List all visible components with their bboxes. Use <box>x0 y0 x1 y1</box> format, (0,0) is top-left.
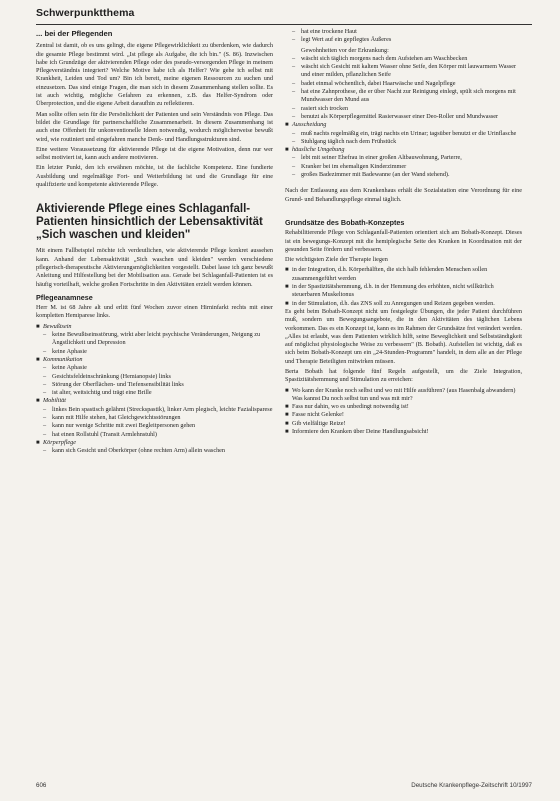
category-detail <box>285 171 522 179</box>
article-intro-paragraph: Mit einem Fallbeispiel möchte ich verdeutlichen, wie aktivierende Pflege konkret aussehen kann. Anhand der Lebensaktivität „Sich waschen und kleiden" werden verschiedene pflegerisch-therapeutische Aktivierungsmöglichkeiten vorgestellt. Dabei lasse ich ganz bewußt Anleitung und Hilfestellung bei der Mobilisation aus. Gerade bei Schlaganfall-Patienten ist es häufig vorteilhaft, welche großen Fortschritte in den Aktivitäten erzielt werden können. <box>36 247 273 288</box>
bullet-icon: ■ <box>285 122 289 129</box>
intro-paragraphs <box>36 42 273 189</box>
habit-item-text: wäscht sich Gesicht mit kaltem Wasser ohne Seife, den Körper mit lauwarmem Wasser und einer milden, pflanzlichen Seife <box>301 63 517 79</box>
left-column <box>36 28 273 455</box>
bobath-paragraphs <box>285 229 522 264</box>
bullet-icon: ■ <box>285 300 289 307</box>
right-category-list <box>285 121 522 179</box>
skin-care-list <box>285 28 522 45</box>
bullet-icon: ■ <box>36 439 40 446</box>
category-label: Bewußtsein <box>43 322 72 330</box>
category-item <box>36 439 273 447</box>
skin-care-item-text: hat eine trockene Haut <box>301 28 357 35</box>
category-detail <box>36 431 273 439</box>
anamnese-category-list <box>36 323 273 456</box>
category-detail <box>36 389 273 397</box>
dash-icon: – <box>292 154 296 162</box>
category-detail-text: Störung der Oberflächen- und Tiefensensibilität links <box>52 380 184 388</box>
category-detail-text: Gesichtsfeldeinschränkung (Hemianopsie) links <box>52 372 171 380</box>
category-item <box>285 121 522 129</box>
category-detail-text: kann nur wenige Schritte mit zwei Begleitpersonen gehen <box>52 422 196 430</box>
category-detail <box>36 331 273 348</box>
dash-icon: – <box>43 413 47 421</box>
category-detail <box>36 422 273 430</box>
bullet-icon: ■ <box>36 356 40 363</box>
category-detail <box>285 138 522 146</box>
dash-icon: – <box>43 364 47 372</box>
intro-paragraph: Ein letzter Punkt, den ich erwähnen möchte, ist die fachliche Kompetenz. Eine fundierte Ausbildung und regelmäßige Fort- und Weiterbildung ist und die Grundlage für eine qualifizierte und kompetente aktivierende Pflege. <box>36 164 273 189</box>
bullet-icon: ■ <box>36 398 40 405</box>
skin-care-item <box>285 28 522 36</box>
bullet-icon: ■ <box>285 387 289 394</box>
bobath-paragraph: Rehabilitierende Pflege von Schlaganfall-Patienten orientiert sich am Bobath-Konzept. Dieses ist ein bewegungs-Konzept mit die hemiplegische Seite des Kranken in Koordination mit der gesunden Seite fördern und verbessern. <box>285 229 522 253</box>
category-detail-text: Stuhlgang täglich nach dem Frühstück <box>301 137 397 145</box>
habit-item <box>285 88 522 105</box>
intro-paragraph: Zentral ist damit, ob es uns gelingt, die eigene Pflegewirklichkeit zu überdenken, wie dadurch die gesamte Pflege bestimmt wird. „Ist pflege als Aufgabe, die ich bin." (S. 86). Inzwischen habe ich Grundzüge der aktivierenden Pflege oder des pseudo-versorgenden Pflege in meinem Pflegeverständnis integriert? Welche Motive habe ich als Helfer? Wie gehe ich selbst mit Krankheit, Leiden und Tod um? Bin ich bereit, meine eigenen Ressourcen zu suchen und einzusetzen. Das sind einige Fragen, die man sich in diesem Zusammenhang stellen sollte. Es ist auch wichtig, mögliche Gefahren zu erkennen, z.B. das Helfer-Syndrom oder Überprotection, und die eigene Arbeit daraufhin zu reflektieren. <box>36 42 273 108</box>
bullet-icon: ■ <box>36 323 40 330</box>
right-column <box>285 28 522 436</box>
category-detail-text: muß nachts regelmäßig ein, trägt nachts ein Urinar; tagsüber benutzt er die Urinflasche <box>301 129 517 137</box>
dash-icon: – <box>43 447 47 455</box>
bobath-paragraph-3: Berta Bobath hat folgende fünf Regeln aufgestellt, um die Ziele Integration, Spastizitätshemmung und Stimulation zu erreichen: <box>285 367 522 384</box>
category-label: Körperpflege <box>43 438 76 446</box>
dash-icon: – <box>292 104 296 112</box>
category-detail-text: Kranker bei im ehemaligen Kinderzimmer <box>301 162 407 170</box>
bobath-rule <box>285 420 522 428</box>
category-detail <box>285 163 522 171</box>
dash-icon: – <box>292 112 296 120</box>
dash-icon: – <box>292 28 296 35</box>
bullet-icon: ■ <box>285 284 289 291</box>
category-detail-text: ist alter, weitsichtig und trägt eine Brille <box>52 389 152 397</box>
bobath-rule <box>285 411 522 419</box>
category-detail-text: hat einen Rollstuhl (Transit Armlehnstuhl) <box>52 430 157 438</box>
category-detail-text: kann mit Hilfe stehen, hat Gleichgewichtsstörungen <box>52 413 181 421</box>
bobath-rule-text: Gib vielfältige Reize! <box>292 419 346 427</box>
note-paragraph: Nach der Entlassung aus dem Krankenhaus erhält die Sozialstation eine Verordnung für eine Grund- und Behandlungspflege einmal täglich. <box>285 187 522 203</box>
dash-icon: – <box>292 162 296 170</box>
dash-icon: – <box>43 430 47 438</box>
bobath-rule-text: Informiere den Kranken über Deine Handlungsabsicht! <box>292 428 429 436</box>
dash-icon: – <box>292 79 296 87</box>
bullet-icon: ■ <box>285 420 289 427</box>
category-detail <box>36 414 273 422</box>
anamnese-paragraph: Herr M. ist 68 Jahre alt und erlitt fünf Wochen zuvor einen Hirninfarkt rechts mit einer kompletten Hemiparese links. <box>36 304 273 320</box>
skin-care-item <box>285 36 522 44</box>
section-title: Schwerpunktthema <box>36 7 135 19</box>
category-detail-text: keine Aphasie <box>52 347 87 355</box>
category-detail <box>36 406 273 414</box>
habit-item <box>285 105 522 113</box>
anamnese-heading: Pflegeanamnese <box>36 292 93 302</box>
habit-item-text: badet einmal wöchentlich, dabei Haarwäsche und Nagelpflege <box>301 79 456 87</box>
category-detail <box>36 381 273 389</box>
category-detail <box>36 373 273 381</box>
category-label: Ausscheidung <box>292 121 327 129</box>
category-detail-text: lebt mit seiner Ehefrau in einer großen Altbauwohnung, Parterre, <box>301 154 462 162</box>
habit-item-text: benutzt als Körperpflegemittel Rasierwasser einer Deo-Roller und Mundwasser <box>301 112 499 120</box>
dash-icon: – <box>43 422 47 430</box>
habit-item <box>285 63 522 80</box>
journal-citation: Deutsche Krankenpflege-Zeitschrift 10/1997 <box>411 782 532 789</box>
bobath-rule <box>285 428 522 436</box>
intro-heading: ... bei der Pflegenden <box>36 29 113 38</box>
category-detail <box>36 447 273 455</box>
category-item <box>285 146 522 154</box>
bobath-rule-text: Fasse nicht Gelenke! <box>292 411 344 419</box>
habit-item-text: hat eine Zahnprothese, die er über Nacht zur Reinigung einlegt, spült sich morgens mit Mundwasser den Mund aus <box>301 88 516 104</box>
habit-item-text: rasiert sich trocken <box>301 104 349 112</box>
category-label: Mobilität <box>43 397 67 405</box>
category-item <box>36 356 273 364</box>
category-detail <box>285 154 522 162</box>
habit-item <box>285 80 522 88</box>
dash-icon: – <box>292 63 296 71</box>
bobath-rule-text: Wo kann der Kranke noch selbst und wo mit Hilfe ausführen? (aus Hasenbalg abwandern) Was kannst Du noch selbst tun und was mit mir? <box>292 386 516 402</box>
bobath-goal <box>285 283 522 300</box>
category-detail <box>36 364 273 372</box>
category-detail-text: großes Badezimmer mit Badewanne (an der Wand stehend). <box>301 171 450 179</box>
dash-icon: – <box>292 88 296 96</box>
bobath-goal-text: in der Stimulation, d.h. das ZNS soll zu Anregungen und Reizen gegeben werden. <box>292 299 495 307</box>
habits-label: Gewohnheiten vor der Erkrankung: <box>301 46 389 54</box>
bullet-icon: ■ <box>285 412 289 419</box>
category-label: Kommunikation <box>43 355 83 363</box>
header-divider <box>36 24 532 25</box>
category-detail-text: keine Bewußtseinsstörung, wirkt aber leicht psychische Veränderungen, Neigung zu Ängstlichkeit und Depression <box>52 331 261 347</box>
bobath-paragraph-2: Es geht beim Bobath-Konzept nicht um festgelegte Übungen, die jeder Patient durchführen muß, sondern um Bewegungsangebote, die in den Aktivitäten des täglichen Lebens vorkommen. Das es ein Konzept ist, kann es im Rahmen der Grundsätze frei verändert werden. „Alles ist erlaubt, was dem Patienten wirklich hilft, seine Beweglichkeit und Selbstständigkeit auf möglichst physiologische Weise zu verbessern" (B. Bobath). Aufstellen ist wichtig, daß es sich beim Bobath-Konzept um ein „24-Stunden-Programm" handelt, in dem alle an der Pflege und Therapie Beteiligten mitwirken müssen. <box>285 307 522 365</box>
habit-item <box>285 113 522 121</box>
intro-paragraph: Man sollte offen sein für die Persönlichkeit der Patienten und sein Verständnis von Pflege. Das bildet die Grundlage für partnerschaftliche Zusammenarbeit. In diesem Zusammenhang ist auch eine Offenheit für unkonventionelle Ideen notwendig, wodurch möglicherweise bewußt wird, wie routiniert und eingefahren manche Denk- und Handlungsstrukturen sind. <box>36 110 273 143</box>
category-detail-text: linkes Bein spastisch gelähmt (Streckspastik), linker Arm plegisch, leichte Fazialisparese <box>52 405 273 413</box>
category-detail-text: keine Aphasie <box>52 364 87 372</box>
dash-icon: – <box>292 36 296 44</box>
dash-icon: – <box>292 137 296 145</box>
bullet-icon: ■ <box>285 147 289 154</box>
dash-icon: – <box>292 129 296 137</box>
dash-icon: – <box>43 347 47 355</box>
bullet-icon: ■ <box>285 404 289 411</box>
category-item <box>36 323 273 331</box>
category-detail <box>36 348 273 356</box>
category-detail <box>285 130 522 138</box>
habit-item-text: wäscht sich täglich morgens nach dem Aufstehen am Waschbecken <box>301 54 468 62</box>
category-label: häusliche Umgebung <box>292 146 345 154</box>
dash-icon: – <box>43 372 47 380</box>
habit-item <box>285 55 522 63</box>
page-number: 606 <box>36 782 47 789</box>
bobath-heading: Grundsätze des Bobath-Konzeptes <box>285 217 405 227</box>
bobath-goal-text: in der Integration, d.h. Körperhälften, die sich halb fehlenden Menschen sollen zusammengeführt werden <box>292 266 488 282</box>
bullet-icon: ■ <box>285 429 289 436</box>
dash-icon: – <box>43 331 47 339</box>
bobath-goal <box>285 266 522 283</box>
bobath-paragraph: Die wichtigsten Ziele der Therapie liegen <box>285 256 388 264</box>
habits-list <box>285 55 522 121</box>
dash-icon: – <box>43 380 47 388</box>
dash-icon: – <box>292 54 296 62</box>
skin-care-item-text: legt Wert auf ein gepflegtes Äußeres <box>301 36 392 44</box>
intro-paragraph: Eine weitere Voraussetzung für aktivierende Pflege ist die eigene Motivation, denn nur wer selbst motiviert ist, kann auch andere motivieren. <box>36 145 273 162</box>
bobath-goal <box>285 300 522 308</box>
bobath-rule-text: Fass nur dahin, wo es unbedingt notwendig ist! <box>292 403 409 411</box>
bobath-rules-list <box>285 387 522 437</box>
article-heading: Aktivierende Pflege eines Schlaganfall-Patienten hinsichtlich der Lebensaktivität „Sich waschen und kleiden" <box>36 203 263 242</box>
dash-icon: – <box>43 405 47 413</box>
dash-icon: – <box>292 171 296 179</box>
bobath-rule <box>285 387 522 404</box>
dash-icon: – <box>43 389 47 397</box>
bobath-goals-list <box>285 266 522 307</box>
bullet-icon: ■ <box>285 267 289 274</box>
bobath-goal-text: in der Spastizitätshemmung, d.h. in der Hemmung des erhöhten, nicht willkürlich steuerbaren Muskeltonus <box>292 283 494 299</box>
category-detail-text: kann sich Gesicht und Oberkörper (ohne rechten Arm) allein waschen <box>52 447 226 455</box>
bobath-rule <box>285 403 522 411</box>
category-item <box>36 397 273 405</box>
